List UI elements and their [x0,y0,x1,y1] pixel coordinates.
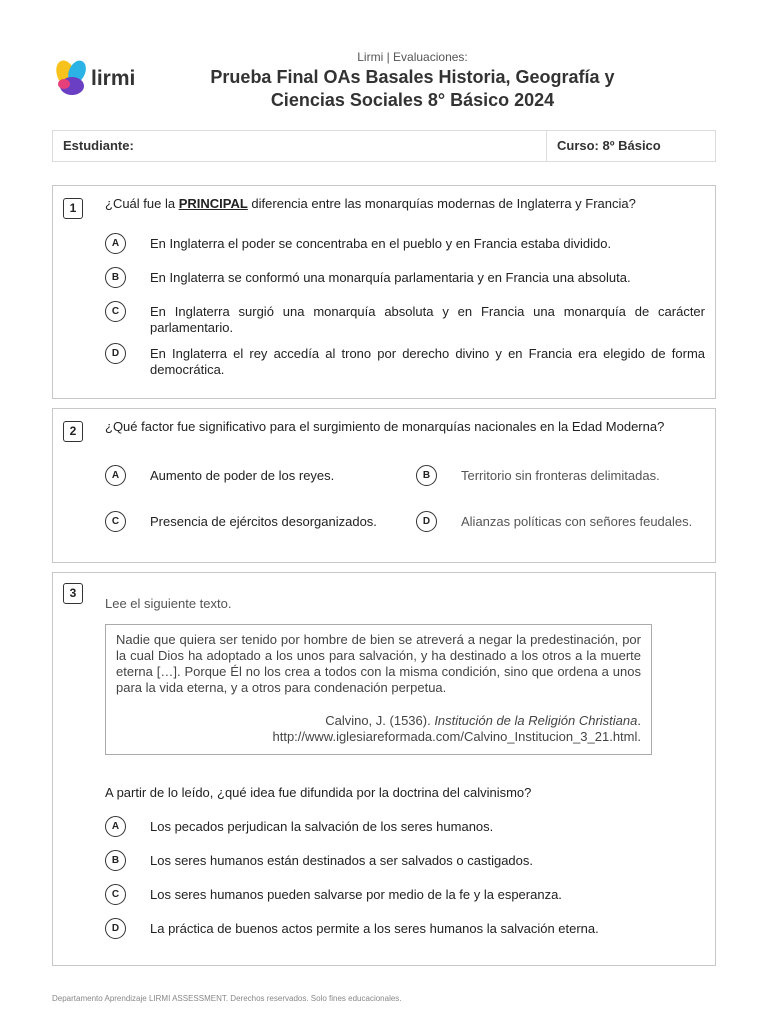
citation-end: . [637,713,641,728]
option-text: Los pecados perjudican la salvación de los seres humanos. [150,819,494,834]
option-text: Aumento de poder de los reyes. [150,468,335,483]
header-subtitle: Lirmi | Evaluaciones: [357,50,468,64]
lirmi-logo-icon [52,54,147,104]
option-bubble[interactable]: A [105,816,126,837]
option-text: La práctica de buenos actos permite a los seres humanos la salvación eterna. [150,921,599,936]
option-text: En Inglaterra el rey accedía al trono por derecho divino y en Francia era elegido de forma democrática. [150,346,705,377]
option-c[interactable] [105,514,405,534]
title-line-2: Ciencias Sociales 8° Básico 2024 [270,90,555,110]
source-citation [272,713,641,745]
option-bubble[interactable]: D [416,511,437,532]
question-text: ¿Qué factor fue significativo para el surgimiento de monarquías nacionales en la Edad Moderna? [105,419,665,434]
option-bubble[interactable]: B [105,267,126,288]
student-info-table [52,130,716,162]
option-d[interactable] [105,921,705,941]
option-text: Los seres humanos están destinados a ser salvados o castigados. [150,853,534,868]
option-a[interactable] [105,819,705,839]
source-quote-box [105,624,652,755]
option-text: Presencia de ejércitos desorganizados. [150,514,377,529]
option-a[interactable] [105,236,705,256]
question-text [105,196,705,212]
student-label: Estudiante: [53,131,547,161]
question-number: 1 [63,198,83,219]
option-bubble[interactable]: C [105,301,126,322]
course-label: Curso: 8º Básico [557,138,661,153]
title-line-1: Prueba Final OAs Basales Historia, Geografía y [210,67,615,87]
option-b[interactable] [105,853,705,873]
option-bubble[interactable]: D [105,343,126,364]
option-a[interactable] [105,468,405,488]
option-d[interactable] [105,346,705,380]
question-3 [52,572,716,966]
question-text-start: ¿Cuál fue la [105,196,179,211]
option-bubble[interactable]: B [105,850,126,871]
option-bubble[interactable]: C [105,511,126,532]
option-text: Territorio sin fronteras delimitadas. [461,468,660,483]
question-text-end: diferencia entre las monarquías modernas de Inglaterra y Francia? [247,196,636,211]
question-2 [52,408,716,563]
question-text: A partir de lo leído, ¿qué idea fue difundida por la doctrina del calvinismo? [105,785,532,800]
citation-url: http://www.iglesiareformada.com/Calvino_Institucion_3_21.html. [272,729,641,744]
reading-intro: Lee el siguiente texto. [105,596,232,611]
question-1 [52,185,716,399]
logo-text: lirmi [91,67,136,90]
option-text: Alianzas políticas con señores feudales. [461,514,693,529]
question-number: 3 [63,583,83,604]
option-bubble[interactable]: A [105,465,126,486]
option-bubble[interactable]: C [105,884,126,905]
option-text: Los seres humanos pueden salvarse por medio de la fe y la esperanza. [150,887,562,902]
option-c[interactable] [105,887,705,907]
option-b[interactable] [416,468,706,488]
question-emphasis: PRINCIPAL [178,196,248,211]
lirmi-logo [52,54,147,104]
option-c[interactable] [105,304,705,338]
option-text: En Inglaterra se conformó una monarquía parlamentaria y en Francia una absoluta. [150,270,631,285]
option-bubble[interactable]: D [105,918,126,939]
option-b[interactable] [105,270,705,290]
citation-author: Calvino, J. (1536). [325,713,435,728]
footer-note: Departamento Aprendizaje LIRMI ASSESSMENT. Derechos reservados. Solo fines educacionales. [52,994,402,1003]
citation-title: Institución de la Religión Christiana [434,713,638,728]
option-bubble[interactable]: A [105,233,126,254]
option-d[interactable] [416,514,706,534]
option-text: En Inglaterra el poder se concentraba en el pueblo y en Francia estaba dividido. [150,236,612,251]
option-text: En Inglaterra surgió una monarquía absoluta y en Francia una monarquía de carácter parlamentario. [150,304,705,335]
question-number: 2 [63,421,83,442]
source-quote: Nadie que quiera ser tenido por hombre de bien se atreverá a negar la predestinación, por la cual Dios ha adoptado a los unos para salvación, y ha destinado a los otros a la muerte eterna […]. Porque Él no los crea a todos con la misma condición, sino que ordena a unos para la vida eterna, y a otros para condenación perpetua. [116,632,641,695]
option-bubble[interactable]: B [416,465,437,486]
page-title [150,66,675,112]
